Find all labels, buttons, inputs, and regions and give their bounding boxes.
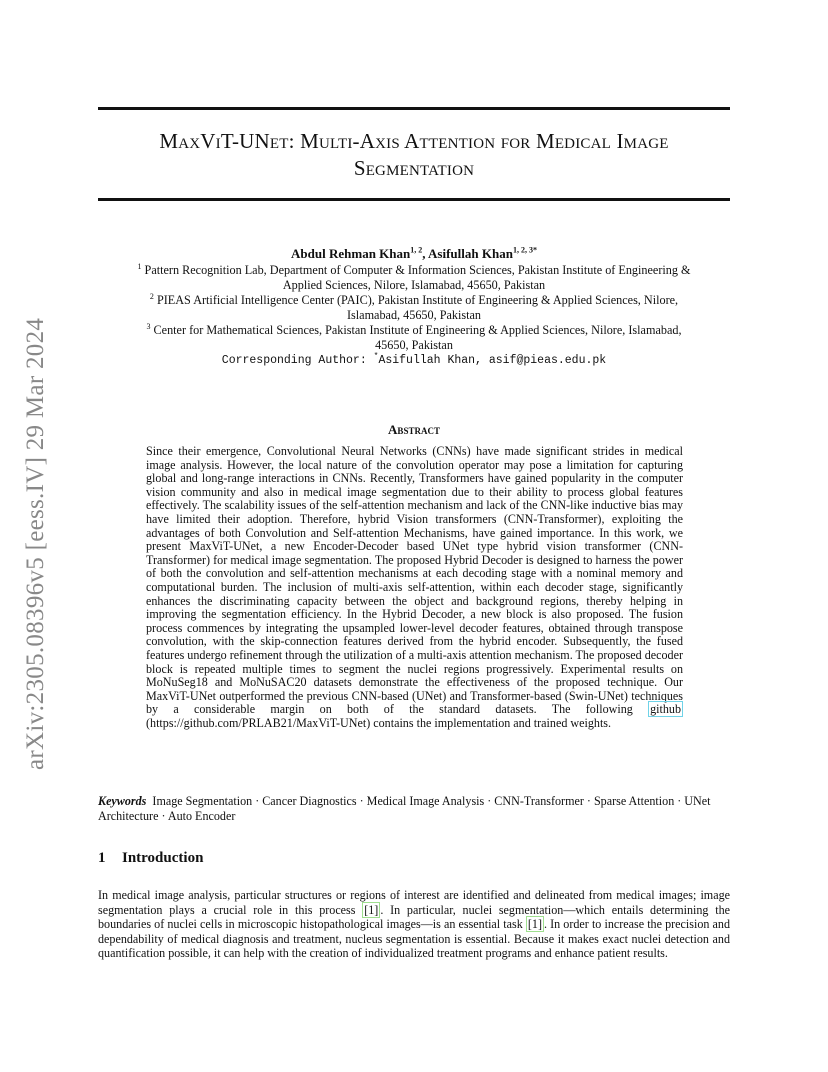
author-list bbox=[98, 246, 730, 262]
abstract-tail: (https://github.com/PRLAB21/MaxViT-UNet) contains the implementation and trained weights. bbox=[146, 715, 612, 730]
author-affiliation-marks: 1, 2 bbox=[410, 245, 423, 255]
affiliation-number: 3 bbox=[146, 321, 151, 331]
paper-title bbox=[98, 128, 730, 182]
affiliation-2 bbox=[130, 293, 698, 323]
author-name: Asifullah Khan bbox=[428, 246, 513, 261]
author-separator: , bbox=[422, 246, 429, 261]
corresponding-label: Corresponding Author: bbox=[221, 354, 374, 367]
affiliation-number: 2 bbox=[149, 291, 154, 301]
affiliation-text: Center for Mathematical Sciences, Pakistan Institute of Engineering & Applied Sciences, Nilore, Islamabad, 45650, Pakistan bbox=[153, 323, 682, 352]
corresponding-author bbox=[98, 354, 730, 367]
title-rule-top bbox=[98, 107, 730, 110]
affiliation-number: 1 bbox=[137, 261, 142, 271]
corresponding-star: * bbox=[373, 352, 379, 362]
keywords bbox=[98, 794, 730, 823]
abstract-text: Since their emergence, Convolutional Neural Networks (CNNs) have made significant strides in medical image analysis. However, the local nature of the convolution operator may pose a limitation for capturing global and long-range interactions in CNNs. Recently, Transformers have gained popularity in the computer vision community and also in medical image segmentation due to their ability to process global features effectively. The scalability issues of the self-attention mechanism and lack of the CNN-like inductive bias may have limited their adoption. Therefore, hybrid Vision transformers (CNN-Transformer), exploiting the advantages of both Convolution and Self-attention Mechanisms, have gained importance. In this work, we present MaxViT-UNet, a new Encoder-Decoder based UNet type hybrid vision transformer (CNN-Transformer) for medical image segmentation. The proposed Hybrid Decoder is designed to harness the power of both the convolution and self-attention mechanisms at each decoding stage with a nominal memory and computational burden. The inclusion of multi-axis self-attention, within each decoder stage, significantly enhances the discriminating capacity between the object and background regions, thereby helping in improving the segmentation efficiency. In the Hybrid Decoder, a new block is also proposed. The fusion process commences by integrating the upsampled lower-level decoder features, obtained through transpose convolution, with the skip-connection features derived from the hybrid encoder. Subsequently, the fused features undergo refinement through the utilization of a multi-axis attention mechanism. The proposed decoder block is repeated multiple times to segment the nuclei regions progressively. Experimental results on MoNuSeg18 and MoNuSAC20 datasets demonstrate the effectiveness of the proposed technique. Our MaxViT-UNet outperformed the previous CNN-based (UNet) and Transformer-based (Swin-UNet) techniques by a considerable margin on both of the standard datasets. The following bbox=[146, 444, 683, 717]
affiliation-3 bbox=[130, 323, 698, 353]
author-affiliation-marks: 1, 2, 3* bbox=[512, 245, 537, 255]
section-title: Introduction bbox=[122, 850, 204, 866]
title-rule-bottom bbox=[98, 198, 730, 201]
paper-title-line-2: Segmentation bbox=[353, 156, 475, 180]
citation-link[interactable]: [1] bbox=[364, 902, 379, 917]
keywords-text: Image Segmentation · Cancer Diagnostics · Medical Image Analysis · CNN-Transformer · Sparse Attention · UNet Architecture · Auto Encoder bbox=[98, 794, 711, 823]
author-name: Abdul Rehman Khan bbox=[291, 246, 411, 261]
arxiv-identifier: arXiv:2305.08396v5 [eess.IV] 29 Mar 2024 bbox=[22, 317, 49, 770]
intro-text: . In order to increase the precision and dependability of medical diagnosis and treatment, nucleus segmentation is essential. Because it makes exact nuclei detection and quantification possible, it can help with the creation of individualized treatment programs and enhance patient results. bbox=[98, 917, 730, 960]
arxiv-sidebar bbox=[14, 290, 54, 770]
affiliation-1 bbox=[130, 263, 698, 293]
section-heading-introduction bbox=[98, 850, 203, 867]
paper-title-line-1: MaxViT-UNet: Multi-Axis Attention for Medical Image bbox=[159, 129, 669, 153]
intro-text: In medical image analysis, particular structures or regions of interest are identified and delineated from medical images; image segmentation plays a crucial role in this process bbox=[98, 888, 730, 917]
abstract-body bbox=[146, 445, 683, 730]
introduction-paragraph bbox=[98, 888, 730, 961]
keywords-label: Keywords bbox=[98, 794, 147, 808]
intro-text: . In particular, nuclei segmentation—which entails determining the boundaries of nuclei cells in microscopic histopathological images—is an essential task bbox=[98, 902, 730, 931]
affiliation-text: Pattern Recognition Lab, Department of Computer & Information Sciences, Pakistan Institute of Engineering & Applied Sciences, Nilore, Islamabad, 45650, Pakistan bbox=[144, 263, 691, 292]
citation-link[interactable]: [1] bbox=[527, 917, 542, 931]
section-number: 1 bbox=[98, 850, 106, 866]
github-link[interactable]: github bbox=[650, 702, 681, 717]
abstract-heading: Abstract bbox=[388, 422, 440, 437]
corresponding-contact: Asifullah Khan, asif@pieas.edu.pk bbox=[378, 354, 607, 367]
affiliation-text: PIEAS Artificial Intelligence Center (PAIC), Pakistan Institute of Engineering & Applied Sciences, Nilore, Islamabad, 45650, Pakistan bbox=[156, 293, 679, 322]
